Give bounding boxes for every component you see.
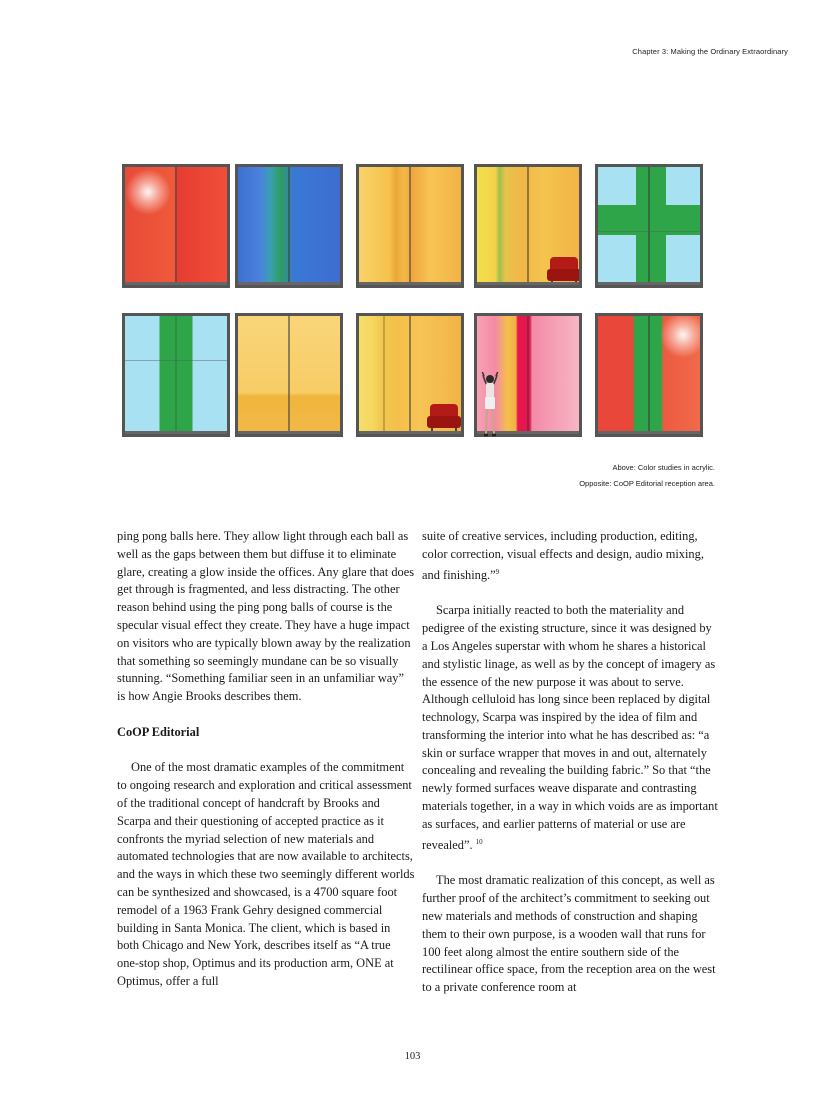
color-panel-10: [595, 313, 703, 437]
section-subhead: CoOP Editorial: [117, 724, 200, 739]
color-panel-1: [122, 164, 230, 288]
red-armchair: [427, 404, 461, 434]
body-paragraph: [422, 528, 720, 585]
page-number: 103: [404, 1051, 421, 1062]
standing-person-figure: [479, 372, 501, 440]
figure-caption-opposite: Opposite: CoOP Editorial reception area.: [579, 479, 715, 488]
color-panel-5: [595, 164, 703, 288]
color-panel-7: [235, 313, 343, 437]
body-text: suite of creative services, including production, editing, color correction, visual effects and design, audio mixing, and finishing.”: [422, 529, 704, 582]
running-header: Chapter 3: Making the Ordinary Extraordinary: [632, 47, 788, 56]
body-paragraph: The most dramatic realization of this concept, as well as further proof of the architect’s commitment to seeking out new materials and methods of construction and shaping them to their own purpose, is a wooden wall that runs for 100 feet along almost the entire southern side of the rectilinear office space, from the reception area on the west to a private conference room at: [422, 873, 716, 995]
body-paragraph: ping pong balls here. They allow light through each ball as well as the gaps between them but diffuse it to eliminate glare, creating a glow inside the offices. Any glare that does get through is fragmented, and less distracting. The other reason behind using the ping pong balls of course is the specular visual effect they create. They have a huge impact on visitors who are typically blown away by the realization that something so seemingly mundane can be so visually stunning. “Something familiar seen in an unfamiliar way” is how Angie Brooks describes them.: [117, 529, 415, 704]
body-paragraph: [422, 602, 720, 854]
color-panel-4: [474, 164, 582, 288]
body-paragraph: One of the most dramatic examples of the commitment to ongoing research and exploration and critical assessment of the traditional concept of handcraft by Brooks and Scarpa and their questioning of accepted practice as it confronts the myriad selection of new materials and automated technologies that are now available to architects, and the ways in which these two seemingly different worlds can be synthesized and showcased, is a 4700 square foot remodel of a 1963 Frank Gehry designed commercial building in Santa Monica. The client, which is based in both Chicago and New York, describes itself as “A true one-stop shop, Optimus and its production arm, ONE at Optimus, offer a full: [117, 760, 415, 988]
body-text: Scarpa initially reacted to both the materiality and pedigree of the existing structure, since it was designed by a Los Angeles superstar with whom he shares a historical and stylistic linage, as well as by the concept of imagery as the essence of the new purpose it was about to serve. Although celluloid has long since been replaced by digital technology, Scarpa was inspired by the idea of film and transforming the interior into what he has described as: “a skin or surface wrapper that moves in and out, alternately concealing and revealing the building fabric.” So that “the newly formed surfaces weave disparate and contrasting materials together, in a way in which voids are as important as surfaces, and earlier patterns of material or use are revealed”.: [422, 603, 718, 852]
footnote-marker: 9: [495, 567, 500, 576]
right-text-column: [422, 528, 720, 997]
footnote-marker: 10: [475, 837, 483, 846]
left-text-column: [117, 528, 415, 991]
color-panel-2: [235, 164, 343, 288]
color-panel-3: [356, 164, 464, 288]
figure-caption-above: Above: Color studies in acrylic.: [612, 463, 715, 472]
color-panel-8: [356, 313, 464, 437]
color-panel-6: [122, 313, 230, 437]
